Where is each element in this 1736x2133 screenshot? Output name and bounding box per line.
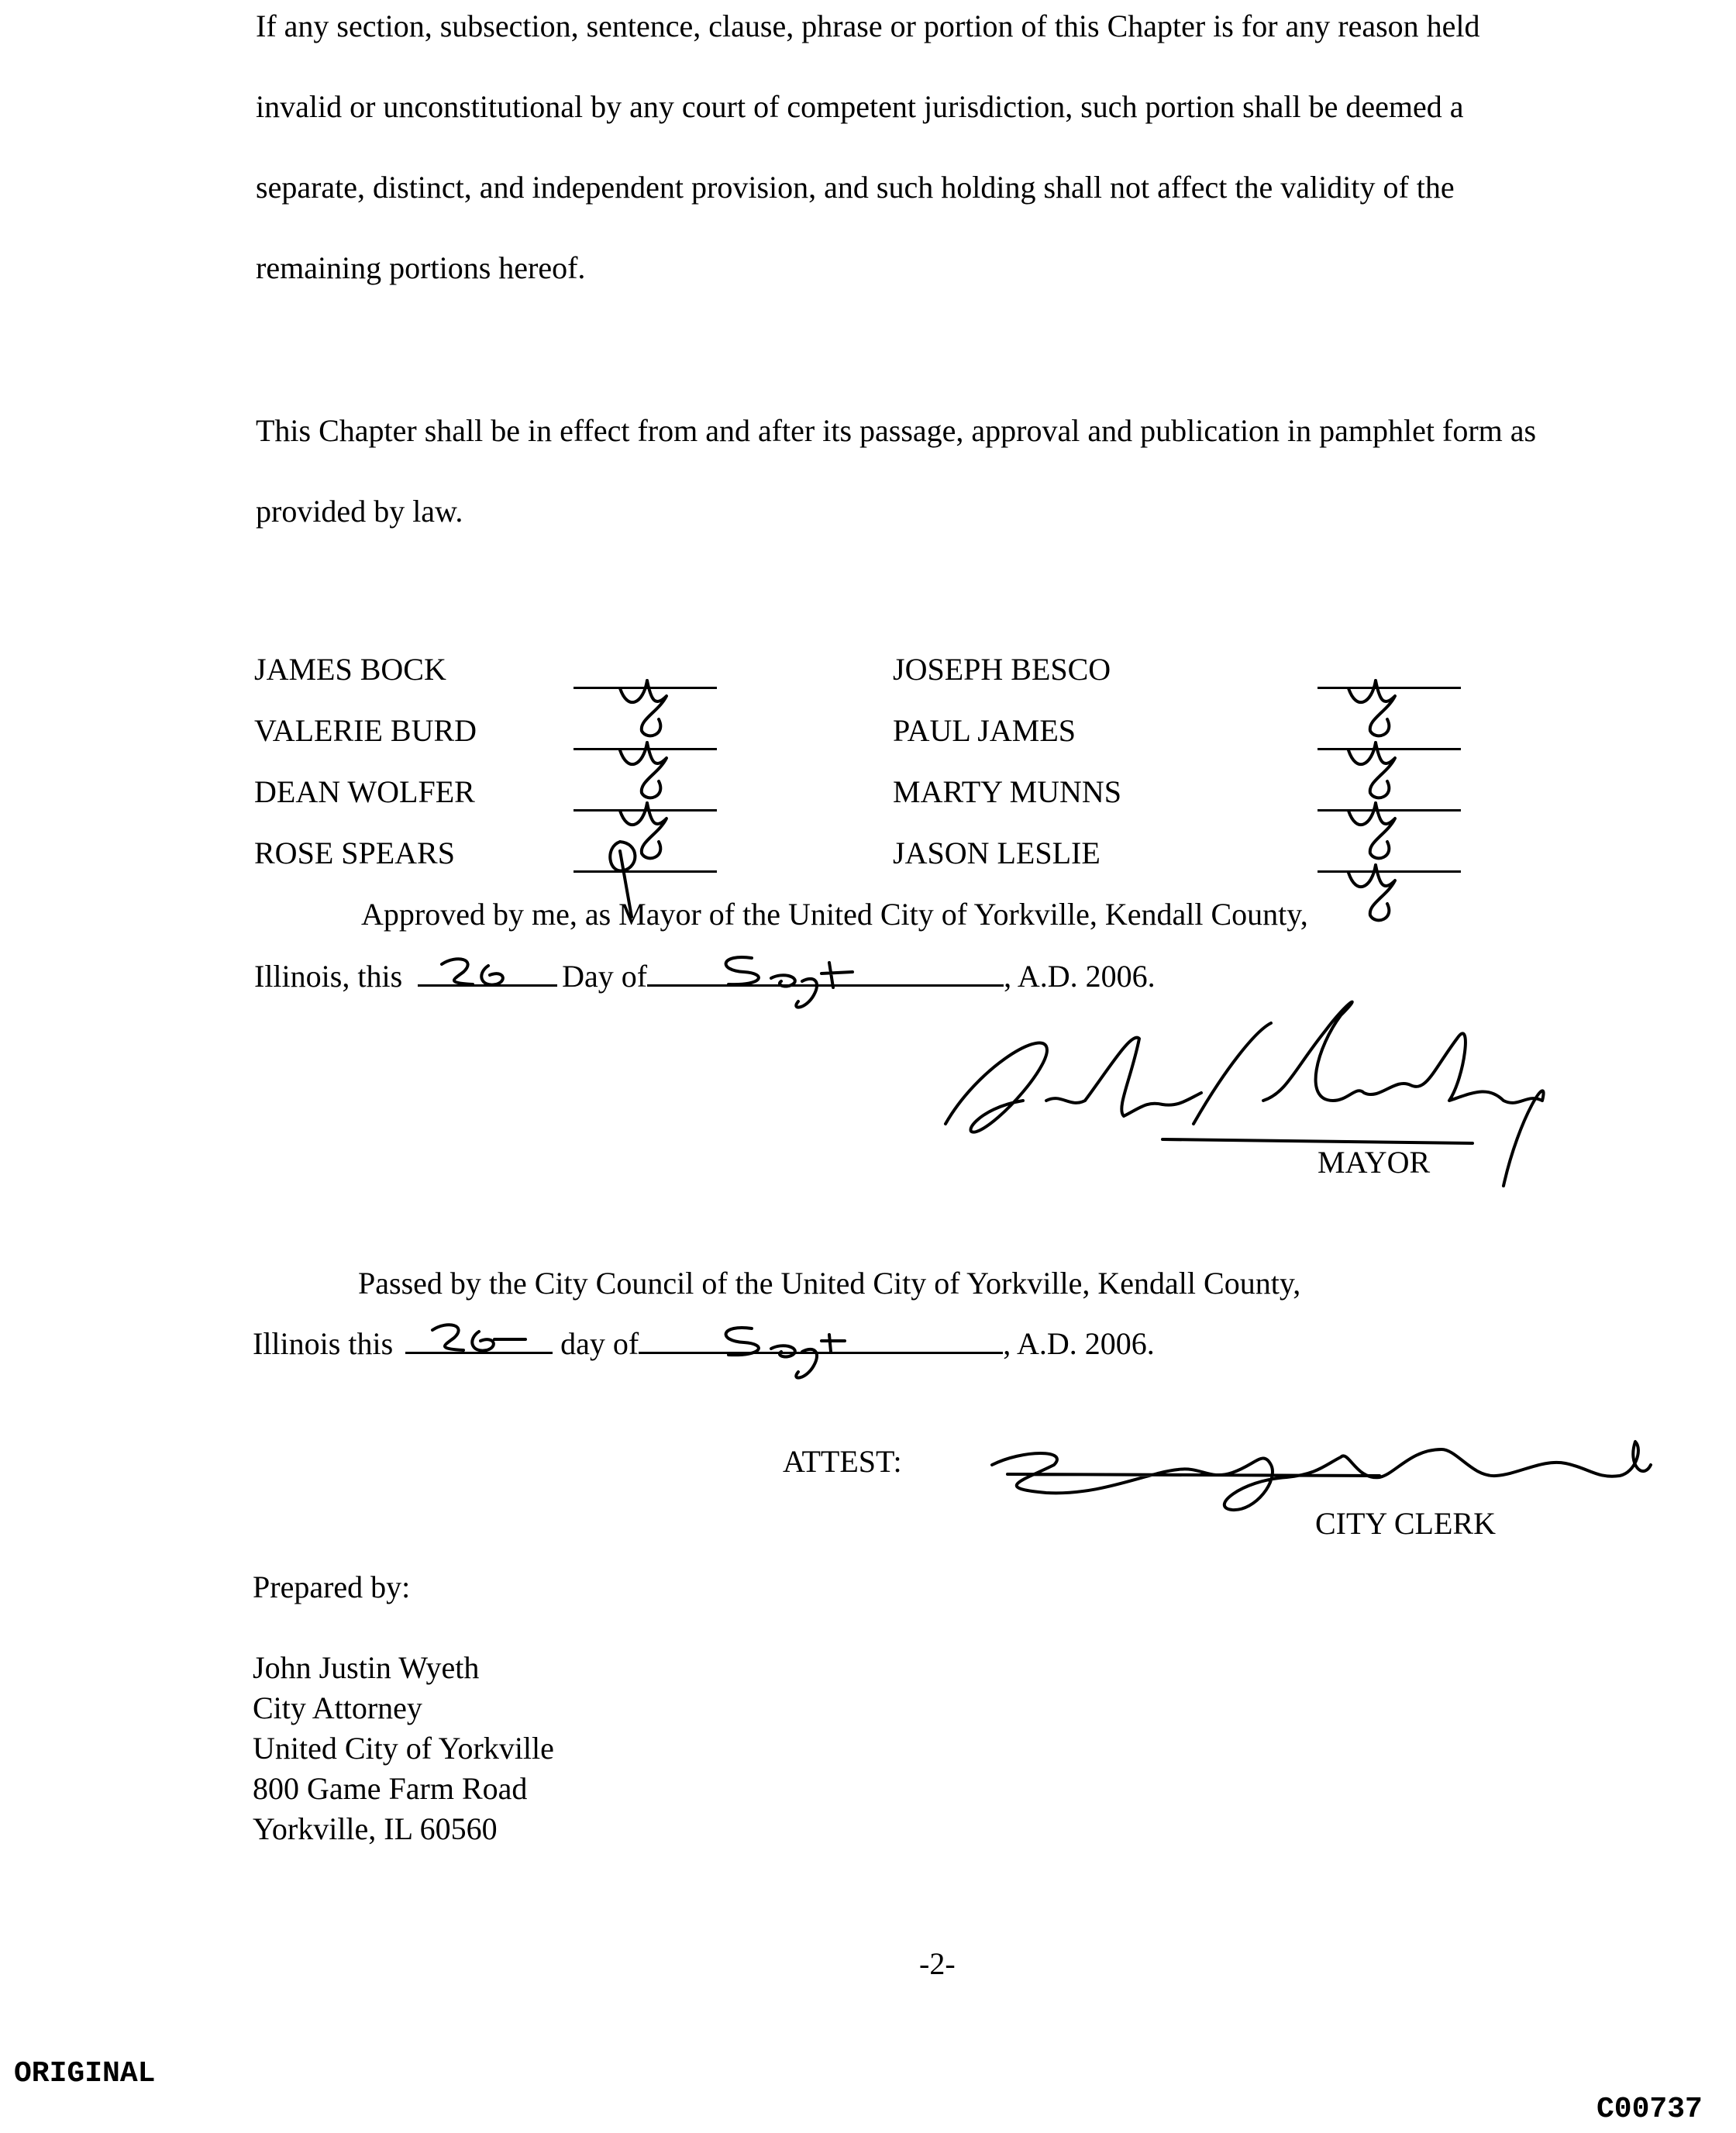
handwritten-month-sept-icon — [698, 1318, 868, 1387]
approval-prefix: Illinois, this — [254, 959, 403, 994]
prepared-by-line: John Justin Wyeth — [253, 1650, 480, 1685]
original-stamp: ORIGINAL — [14, 2057, 156, 2090]
document-code-stamp: C00737 — [1596, 2093, 1703, 2126]
prepared-by-line: City Attorney — [253, 1690, 422, 1725]
mayor-title: MAYOR — [1318, 1145, 1431, 1180]
passage-line-1: Passed by the City Council of the United City of Yorkville, Kendall County, — [358, 1266, 1301, 1301]
approval-line-1: Approved by me, as Mayor of the United City of Yorkville, Kendall County, — [361, 897, 1308, 932]
roll-name-left-2: VALERIE BURD — [254, 713, 477, 748]
approval-suffix: , A.D. 2006. — [1004, 959, 1156, 994]
handwritten-day-26-icon — [425, 1316, 541, 1363]
prepared-by-line: Yorkville, IL 60560 — [253, 1811, 498, 1846]
roll-name-right-3: MARTY MUNNS — [893, 774, 1122, 809]
effective-paragraph: This Chapter shall be in effect from and after its passage, approval and publication in pamphlet form as provided by law. — [256, 413, 1537, 529]
handwritten-day-26-icon — [434, 950, 550, 997]
prepared-by-line: 800 Game Farm Road — [253, 1771, 528, 1806]
roll-name-right-1: JOSEPH BESCO — [893, 652, 1111, 687]
roll-name-left-1: JAMES BOCK — [254, 652, 446, 687]
passage-day-word: day of — [560, 1326, 639, 1361]
prepared-by-line: United City of Yorkville — [253, 1731, 554, 1766]
passage-suffix: , A.D. 2006. — [1003, 1326, 1155, 1361]
page-number: -2- — [919, 1946, 956, 1981]
roll-name-left-4: ROSE SPEARS — [254, 836, 455, 870]
attest-label: ATTEST: — [783, 1444, 902, 1479]
mayor-signature-icon — [930, 984, 1596, 1201]
city-clerk-title: CITY CLERK — [1315, 1506, 1496, 1541]
roll-name-right-4: JASON LESLIE — [893, 836, 1100, 870]
approval-day-word: Day of — [562, 959, 648, 994]
vote-mark-y-icon — [1341, 842, 1426, 927]
severability-paragraph: If any section, subsection, sentence, clause, phrase or portion of this Chapter is for any reason held invalid or unconstitutional by any court of competent jurisdiction, such portion shall be deemed a separate, distinct, and independent provision, and such holding shall not affect the validity of the remaining portions hereof. — [256, 9, 1480, 285]
prepared-by-heading: Prepared by: — [253, 1570, 411, 1604]
roll-name-left-3: DEAN WOLFER — [254, 774, 475, 809]
passage-prefix: Illinois this — [253, 1326, 394, 1361]
city-clerk-signature-icon — [976, 1418, 1658, 1519]
roll-name-right-2: PAUL JAMES — [893, 713, 1076, 748]
handwritten-month-sept-icon — [698, 947, 884, 1017]
